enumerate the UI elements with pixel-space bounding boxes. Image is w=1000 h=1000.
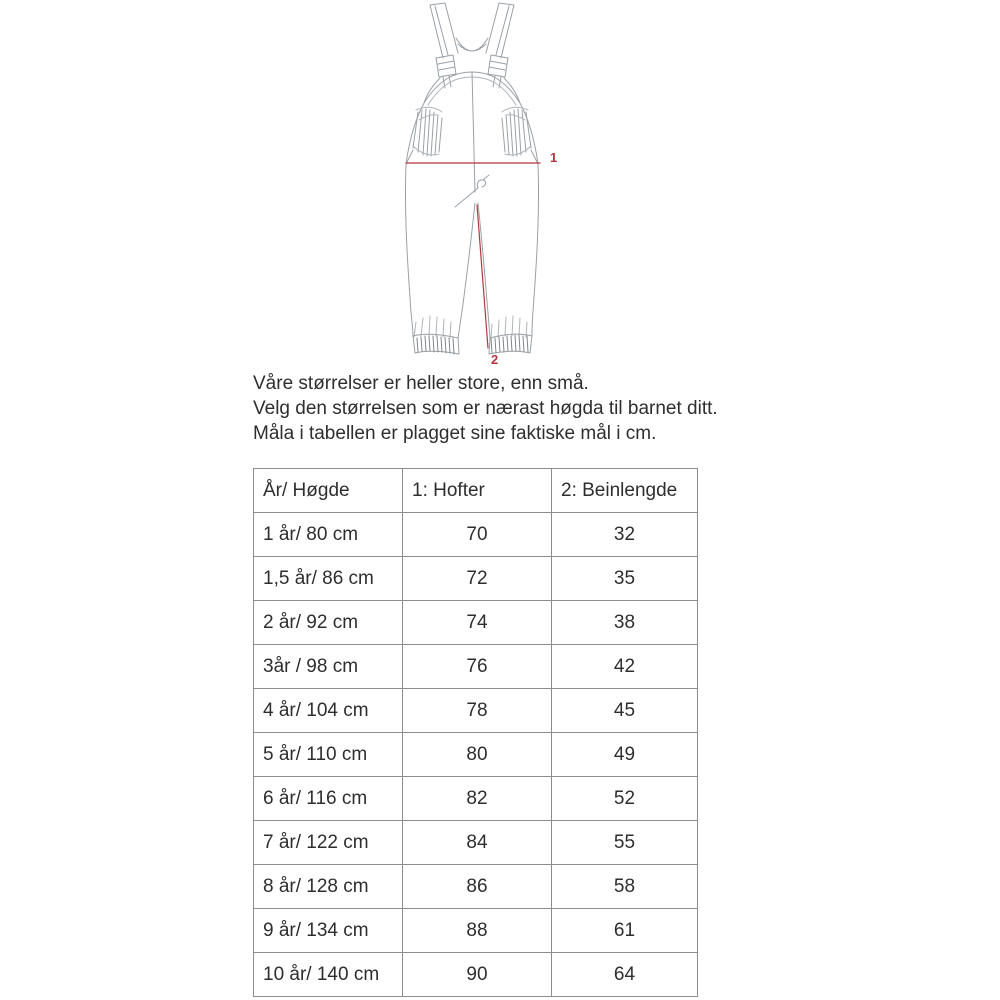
table-row xyxy=(254,909,698,953)
intro-line-2: Velg den størrelsen som er nærast høgda til barnet ditt. xyxy=(253,398,718,419)
cell-leg-length: 58 xyxy=(552,865,698,909)
measure-label-leg: 2 xyxy=(491,352,499,367)
cell-age-height: 5 år/ 110 cm xyxy=(254,733,403,777)
table-row xyxy=(254,865,698,909)
size-table xyxy=(253,468,698,997)
cell-hips: 72 xyxy=(403,557,552,601)
size-guide-intro xyxy=(253,371,773,446)
table-row xyxy=(254,733,698,777)
cell-hips: 86 xyxy=(403,865,552,909)
intro-line-1: Våre størrelser er heller store, enn små. xyxy=(253,373,589,394)
cell-leg-length: 42 xyxy=(552,645,698,689)
cell-age-height: 6 år/ 116 cm xyxy=(254,777,403,821)
cell-leg-length: 52 xyxy=(552,777,698,821)
cell-hips: 76 xyxy=(403,645,552,689)
cell-age-height: 8 år/ 128 cm xyxy=(254,865,403,909)
cell-hips: 70 xyxy=(403,513,552,557)
table-row xyxy=(254,821,698,865)
cell-age-height: 7 år/ 122 cm xyxy=(254,821,403,865)
cell-leg-length: 61 xyxy=(552,909,698,953)
column-header-hips: 1: Hofter xyxy=(403,469,552,513)
cell-leg-length: 32 xyxy=(552,513,698,557)
table-row xyxy=(254,645,698,689)
cell-hips: 82 xyxy=(403,777,552,821)
cell-age-height: 10 år/ 140 cm xyxy=(254,953,403,997)
table-row xyxy=(254,601,698,645)
cell-age-height: 2 år/ 92 cm xyxy=(254,601,403,645)
cell-leg-length: 55 xyxy=(552,821,698,865)
table-row xyxy=(254,689,698,733)
cell-hips: 78 xyxy=(403,689,552,733)
cell-hips: 80 xyxy=(403,733,552,777)
cell-hips: 88 xyxy=(403,909,552,953)
size-table-header-row xyxy=(254,469,698,513)
garment-measure-diagram xyxy=(380,0,600,372)
column-header-leg-length: 2: Beinlengde xyxy=(552,469,698,513)
table-row xyxy=(254,953,698,997)
table-row xyxy=(254,557,698,601)
cell-age-height: 9 år/ 134 cm xyxy=(254,909,403,953)
table-row xyxy=(254,777,698,821)
intro-line-3: Måla i tabellen er plagget sine faktiske mål i cm. xyxy=(253,423,657,444)
cell-leg-length: 64 xyxy=(552,953,698,997)
cell-leg-length: 49 xyxy=(552,733,698,777)
overalls-line-drawing-svg xyxy=(380,0,600,372)
cell-age-height: 3år / 98 cm xyxy=(254,645,403,689)
measure-label-hips: 1 xyxy=(550,150,558,165)
cell-age-height: 1 år/ 80 cm xyxy=(254,513,403,557)
column-header-age-height: År/ Høgde xyxy=(254,469,403,513)
cell-hips: 84 xyxy=(403,821,552,865)
cell-hips: 74 xyxy=(403,601,552,645)
cell-age-height: 4 år/ 104 cm xyxy=(254,689,403,733)
cell-leg-length: 45 xyxy=(552,689,698,733)
measure-line-leg xyxy=(477,205,488,348)
cell-hips: 90 xyxy=(403,953,552,997)
cell-age-height: 1,5 år/ 86 cm xyxy=(254,557,403,601)
cell-leg-length: 38 xyxy=(552,601,698,645)
table-row xyxy=(254,513,698,557)
cell-leg-length: 35 xyxy=(552,557,698,601)
